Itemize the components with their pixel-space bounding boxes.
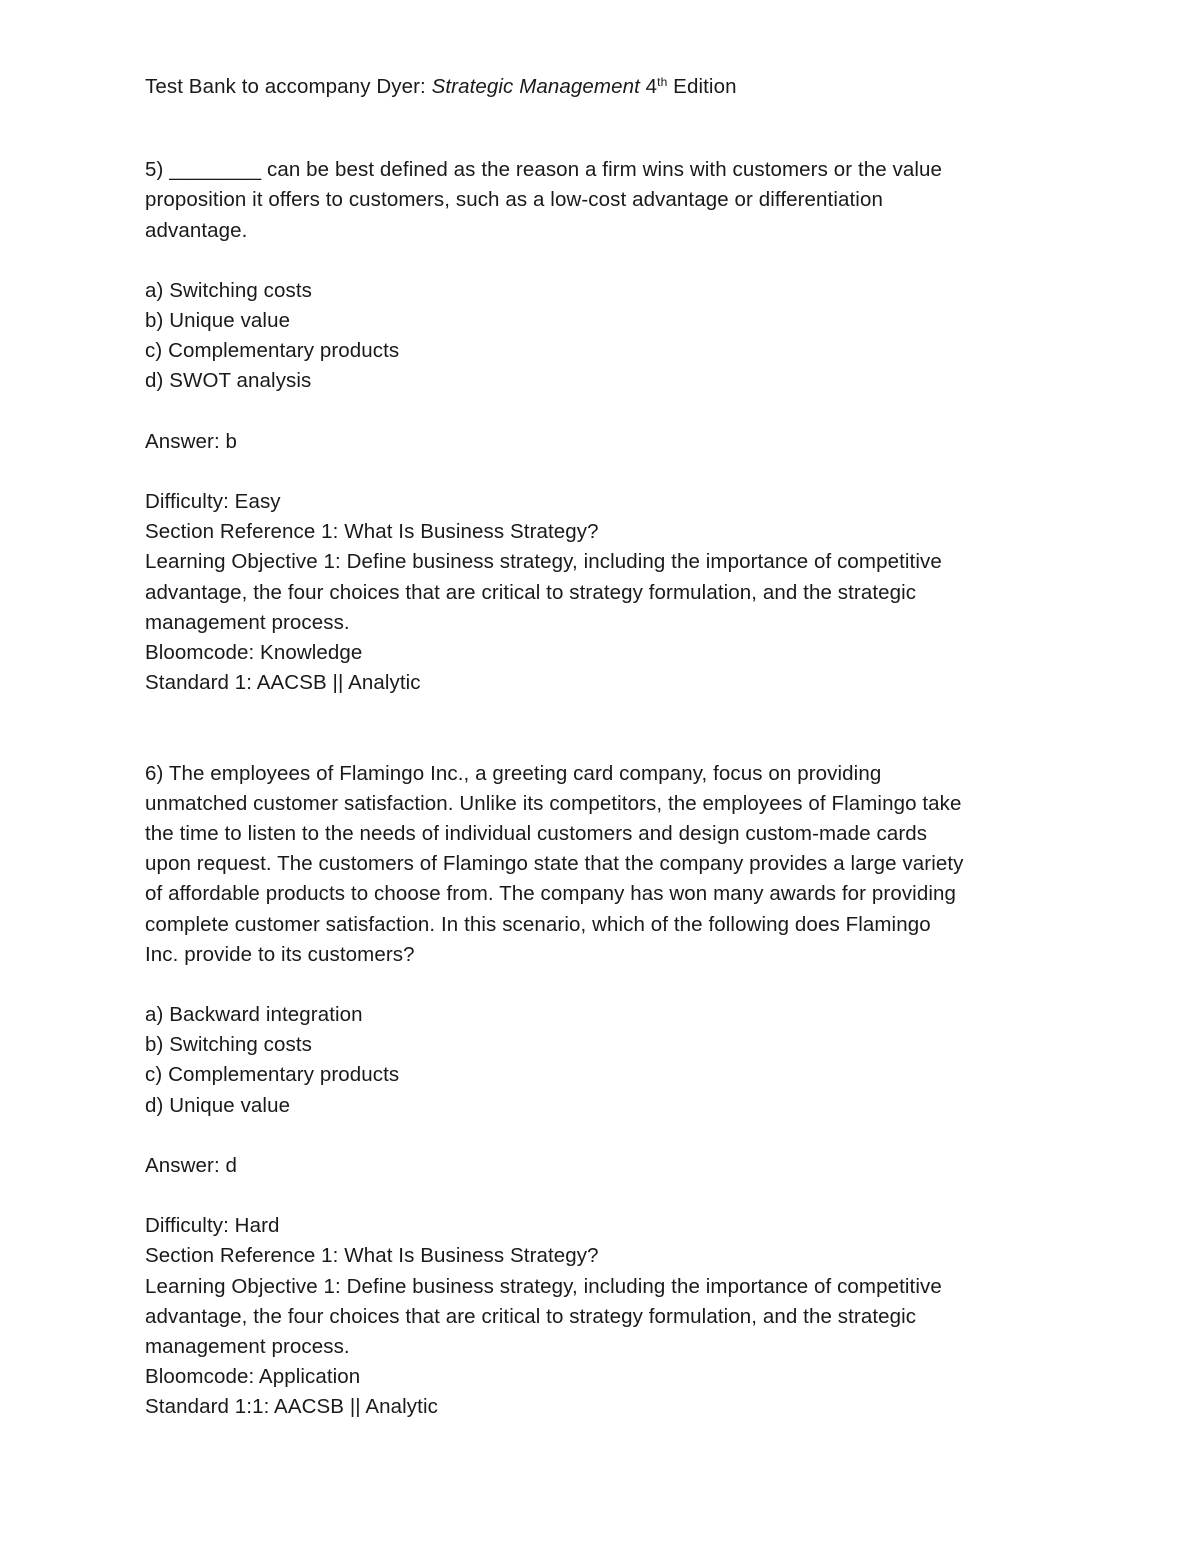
question-stem-line: 6) The employees of Flamingo Inc., a greeting card company, focus on providing bbox=[145, 762, 882, 785]
bloomcode: Bloomcode: Application bbox=[145, 1365, 361, 1388]
answer-option: c) Complementary products bbox=[145, 1063, 400, 1086]
question-stem-line: advantage. bbox=[145, 219, 248, 242]
header-prefix: Test Bank to accompany Dyer: bbox=[145, 75, 432, 98]
answer-option: d) Unique value bbox=[145, 1094, 291, 1117]
edition-number: 4 bbox=[639, 75, 658, 98]
answer-key: Answer: d bbox=[145, 1154, 238, 1177]
question-stem-line: the time to listen to the needs of individual customers and design custom-made cards bbox=[145, 822, 928, 845]
question-stem-line: of affordable products to choose from. The company has won many awards for providing bbox=[145, 882, 956, 905]
answer-option: a) Backward integration bbox=[145, 1003, 363, 1026]
answer-option: b) Unique value bbox=[145, 309, 291, 332]
answer-option: d) SWOT analysis bbox=[145, 369, 312, 392]
difficulty: Difficulty: Hard bbox=[145, 1214, 280, 1237]
learning-objective-line: management process. bbox=[145, 611, 350, 634]
edition-superscript: th bbox=[657, 75, 668, 89]
question-stem-line: proposition it offers to customers, such as a low-cost advantage or differentiation bbox=[145, 188, 883, 211]
section-reference: Section Reference 1: What Is Business Strategy? bbox=[145, 1244, 599, 1267]
standard: Standard 1:1: AACSB || Analytic bbox=[145, 1395, 438, 1418]
answer-key: Answer: b bbox=[145, 430, 238, 453]
learning-objective-line: Learning Objective 1: Define business strategy, including the importance of competitive bbox=[145, 550, 942, 573]
difficulty: Difficulty: Easy bbox=[145, 490, 281, 513]
standard: Standard 1: AACSB || Analytic bbox=[145, 671, 421, 694]
learning-objective-line: Learning Objective 1: Define business strategy, including the importance of competitive bbox=[145, 1275, 942, 1298]
question-stem-line: 5) ________ can be best defined as the reason a firm wins with customers or the value bbox=[145, 158, 943, 181]
answer-option: b) Switching costs bbox=[145, 1033, 313, 1056]
page-header bbox=[145, 72, 737, 102]
answer-option: c) Complementary products bbox=[145, 339, 400, 362]
edition-word: Edition bbox=[667, 75, 737, 98]
question-stem-line: complete customer satisfaction. In this scenario, which of the following does Flamingo bbox=[145, 913, 931, 936]
question-stem-line: Inc. provide to its customers? bbox=[145, 943, 415, 966]
bloomcode: Bloomcode: Knowledge bbox=[145, 641, 363, 664]
learning-objective-line: management process. bbox=[145, 1335, 350, 1358]
book-title: Strategic Management bbox=[431, 75, 640, 98]
section-reference: Section Reference 1: What Is Business Strategy? bbox=[145, 520, 599, 543]
learning-objective-line: advantage, the four choices that are critical to strategy formulation, and the strategic bbox=[145, 581, 917, 604]
answer-option: a) Switching costs bbox=[145, 279, 313, 302]
question-stem-line: upon request. The customers of Flamingo state that the company provides a large variety bbox=[145, 852, 964, 875]
learning-objective-line: advantage, the four choices that are critical to strategy formulation, and the strategic bbox=[145, 1305, 917, 1328]
question-stem-line: unmatched customer satisfaction. Unlike its competitors, the employees of Flamingo take bbox=[145, 792, 962, 815]
